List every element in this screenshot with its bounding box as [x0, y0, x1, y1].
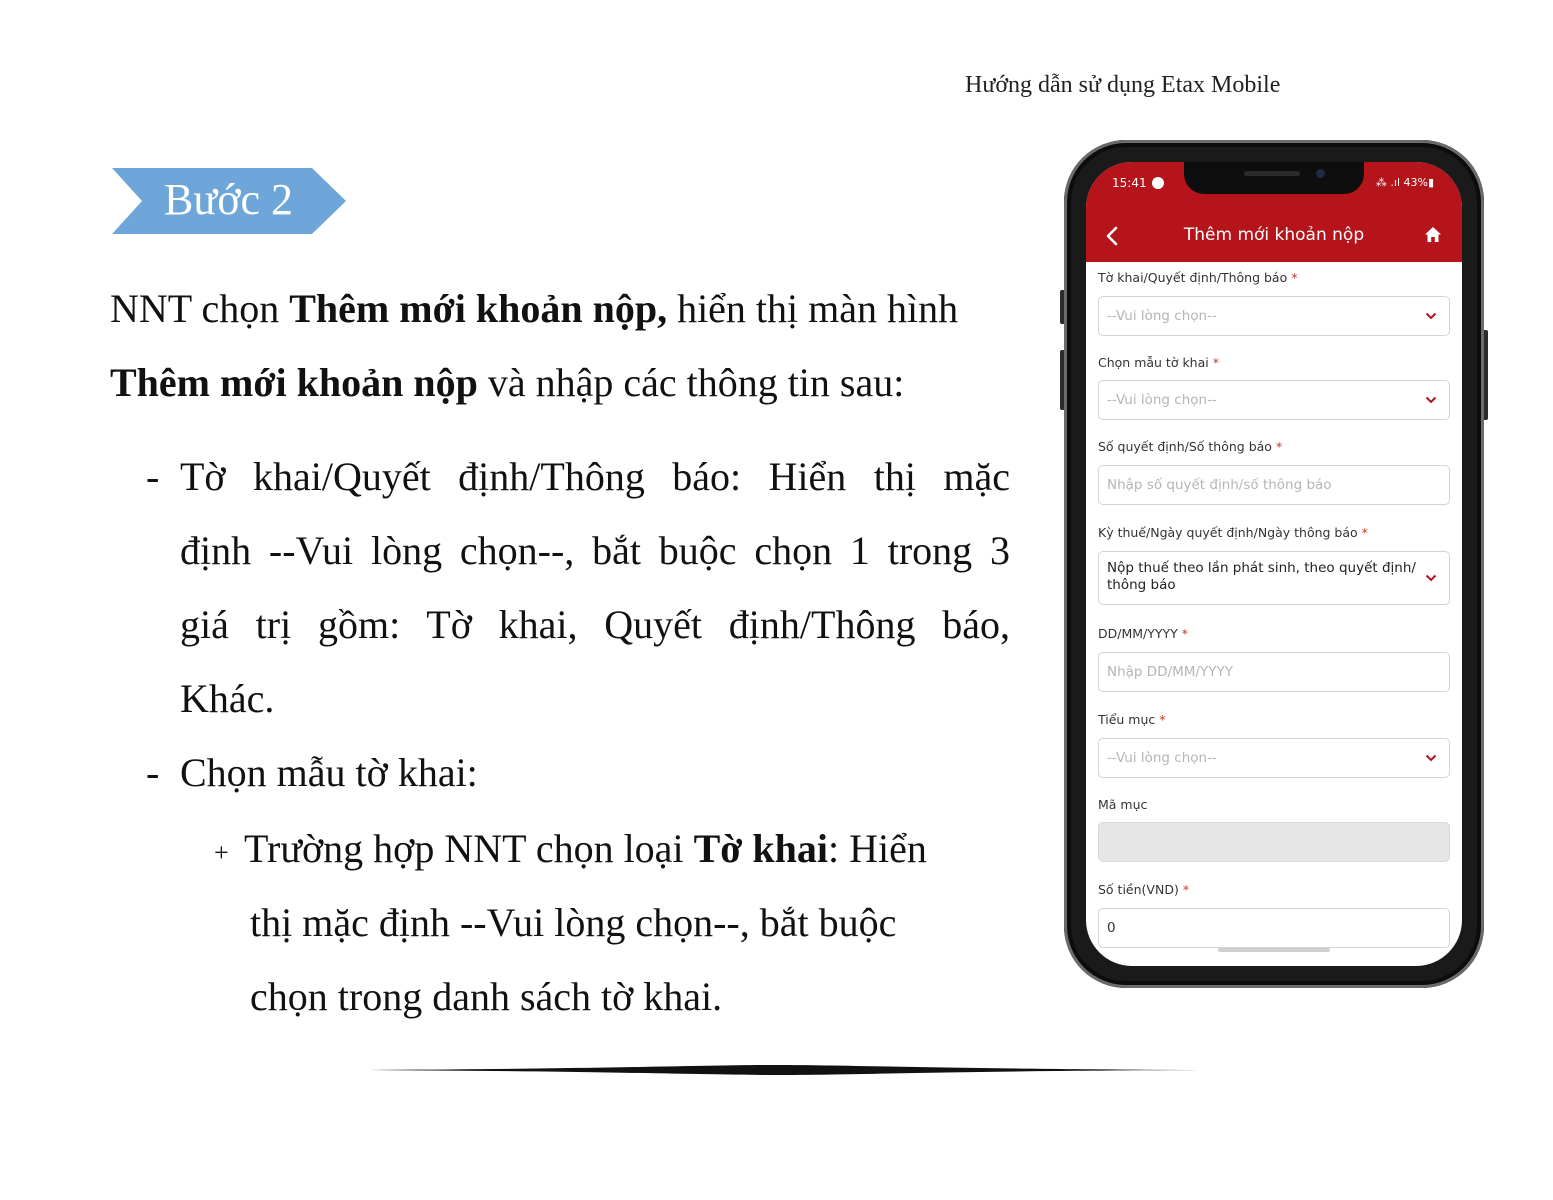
app-bar — [1086, 210, 1462, 262]
intro-text: và nhập các thông tin sau: — [477, 360, 905, 405]
intro-line-1 — [110, 272, 958, 346]
field-label: DD/MM/YYYY * — [1098, 626, 1189, 641]
chevron-down-icon — [1425, 574, 1437, 582]
bullet-1-line-3: giá trị gồm: Tờ khai, Quyết định/Thông báo, — [180, 602, 1010, 647]
intro-bold: Thêm mới khoản nộp — [110, 360, 478, 405]
phone-screen — [1086, 162, 1462, 966]
sub-bullet-line-3: chọn trong danh sách tờ khai. — [250, 974, 723, 1019]
sub-bullet-line-1 — [244, 812, 927, 886]
notification-icon — [1152, 177, 1164, 189]
step-label: Bước 2 — [164, 175, 293, 224]
sub-bold: Tờ khai — [693, 826, 828, 871]
bullet-1-line-4: Khác. — [180, 676, 275, 721]
input-placeholder: Nhập DD/MM/YYYY — [1107, 664, 1233, 680]
item-code-field — [1098, 822, 1450, 862]
home-icon[interactable] — [1424, 226, 1442, 244]
field-label: Kỳ thuế/Ngày quyết định/Ngày thông báo * — [1098, 525, 1368, 540]
select-value: --Vui lòng chọn-- — [1107, 392, 1217, 408]
field-label: Số tiền(VND) * — [1098, 882, 1190, 897]
field-label: Chọn mẫu tờ khai * — [1098, 355, 1219, 370]
bullet-1-line-1: Tờ khai/Quyết định/Thông báo: Hiển thị mặc — [180, 454, 1010, 499]
intro-bold: Thêm mới khoản nộp, — [289, 286, 668, 331]
input-value: 0 — [1107, 920, 1116, 936]
decorative-divider — [354, 1062, 1200, 1078]
amount-input[interactable] — [1098, 908, 1450, 948]
bullet-dash: - — [146, 750, 160, 795]
input-placeholder: Nhập số quyết định/số thông báo — [1107, 477, 1332, 493]
screen-title: Thêm mới khoản nộp — [1183, 225, 1365, 245]
sub-text: : Hiển — [828, 826, 927, 871]
intro-line-2 — [110, 346, 904, 420]
phone-notch — [1184, 162, 1364, 194]
select-value: Nộp thuế theo lần phát sinh, theo quyết định/ thông báo — [1107, 560, 1416, 593]
sub-item-select[interactable] — [1098, 738, 1450, 778]
bullet-2-line-1: Chọn mẫu tờ khai: — [180, 750, 478, 795]
chevron-down-icon — [1425, 396, 1437, 404]
bullet-1-line-2: định --Vui lòng chọn--, bắt buộc chọn 1 trong 3 — [180, 528, 1010, 573]
chevron-down-icon — [1425, 754, 1437, 762]
intro-text: NNT chọn — [110, 286, 290, 331]
document-header-title: Hướng dẫn sử dụng Etax Mobile — [965, 72, 1281, 98]
field-label: Mã mục — [1098, 797, 1148, 812]
status-time: 15:41 — [1112, 176, 1147, 190]
status-indicators: ⁂ .ıl 43%▮ — [1375, 176, 1434, 189]
decision-number-input[interactable] — [1098, 465, 1450, 505]
step-badge — [112, 168, 346, 234]
declaration-type-select[interactable] — [1098, 296, 1450, 336]
intro-text: hiển thị màn hình — [667, 286, 959, 331]
tax-period-select[interactable] — [1098, 551, 1450, 605]
sub-bullet-marker: + — [214, 838, 229, 867]
camera-icon — [1316, 169, 1325, 178]
sub-text: Trường hợp NNT chọn loại — [244, 826, 694, 871]
phone-mockup — [1064, 140, 1484, 988]
date-input[interactable] — [1098, 652, 1450, 692]
speaker-icon — [1244, 171, 1300, 176]
home-indicator — [1218, 948, 1330, 952]
bullet-dash: - — [146, 454, 160, 499]
sub-bullet-line-2: thị mặc định --Vui lòng chọn--, bắt buộc — [250, 900, 897, 945]
field-label: Tiểu mục * — [1098, 712, 1166, 727]
declaration-form-select[interactable] — [1098, 380, 1450, 420]
chevron-down-icon — [1425, 312, 1437, 320]
field-label: Số quyết định/Số thông báo * — [1098, 439, 1283, 454]
select-value: --Vui lòng chọn-- — [1107, 308, 1217, 324]
select-value: --Vui lòng chọn-- — [1107, 750, 1217, 766]
field-label: Tờ khai/Quyết định/Thông báo * — [1098, 270, 1298, 285]
